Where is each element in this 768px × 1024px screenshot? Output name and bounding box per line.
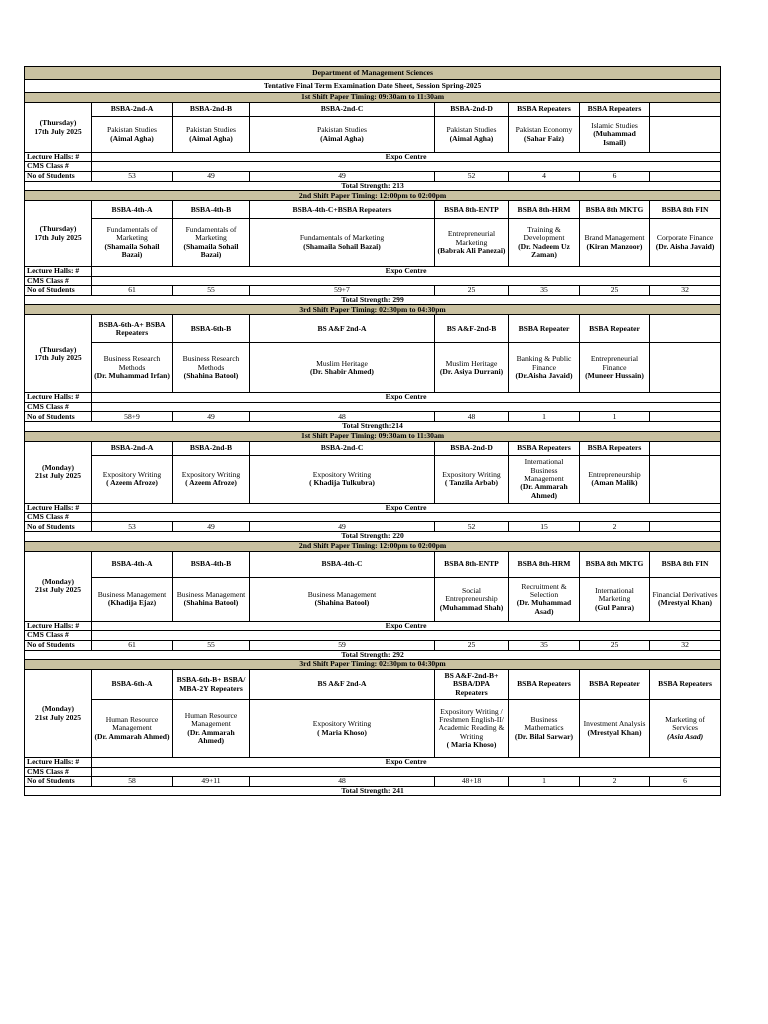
paper-cell bbox=[580, 455, 650, 503]
course-name: Expository Writing bbox=[312, 719, 372, 729]
cms-class-value bbox=[92, 513, 721, 522]
teacher-name: (Dr. Ammarah Ahmed) bbox=[187, 727, 235, 745]
teacher-name: ( Tanzila Arbab) bbox=[444, 478, 499, 488]
teacher-name: ( Maria Khoso) bbox=[446, 740, 497, 750]
paper-cell bbox=[250, 219, 435, 267]
lecture-hall-value: Expo Centre bbox=[92, 621, 721, 630]
student-count: 61 bbox=[92, 286, 173, 296]
course-name: Expository Writing bbox=[181, 469, 241, 479]
student-count: 35 bbox=[509, 640, 580, 650]
student-count: 58+9 bbox=[92, 412, 173, 422]
course-name: Business Management bbox=[307, 589, 377, 599]
student-count: 53 bbox=[92, 522, 173, 532]
exam-day: (Monday) bbox=[41, 704, 75, 714]
course-name: Entrepreneurship bbox=[588, 469, 641, 479]
exam-date: 17th July 2025 bbox=[34, 126, 82, 136]
teacher-name: (Muneer Hussain) bbox=[585, 371, 644, 381]
paper-cell bbox=[435, 700, 509, 758]
program-header: BSBA 8th-ENTP bbox=[435, 551, 509, 577]
teacher-name: (Dr. Ammarah Ahmed) bbox=[94, 731, 170, 741]
paper-cell bbox=[580, 219, 650, 267]
paper-cell bbox=[250, 700, 435, 758]
teacher-name: (Dr. Muhammad Asad) bbox=[516, 598, 572, 616]
exam-day-cell bbox=[25, 441, 92, 503]
exam-day-cell bbox=[25, 315, 92, 393]
student-count: 48 bbox=[435, 412, 509, 422]
lecture-hall-value: Expo Centre bbox=[92, 393, 721, 402]
shift-timing-bar: 2nd Shift Paper Timing: 12:00pm to 02:00pm bbox=[25, 541, 721, 551]
program-header: BSBA Repeater bbox=[509, 315, 580, 343]
lecture-halls-label: Lecture Halls: # bbox=[25, 758, 92, 767]
paper-cell bbox=[435, 577, 509, 621]
teacher-name: (Dr. Nadeem Uz Zaman) bbox=[518, 241, 570, 260]
program-header: BSBA-6th-B bbox=[173, 315, 250, 343]
lecture-halls-label: Lecture Halls: # bbox=[25, 153, 92, 162]
program-header: BSBA-2nd-B bbox=[173, 441, 250, 455]
lecture-halls-label: Lecture Halls: # bbox=[25, 393, 92, 402]
course-name: Entrepreneurial Finance bbox=[590, 354, 639, 372]
sheet-title: Tentative Final Term Examination Date Sheet, Session Spring-2025 bbox=[25, 80, 721, 93]
student-count: 59+7 bbox=[250, 286, 435, 296]
teacher-name: (Dr. Aisha Javaid) bbox=[655, 241, 715, 251]
paper-cell bbox=[435, 117, 509, 153]
program-header: BSBA-4th-C bbox=[250, 551, 435, 577]
paper-cell bbox=[92, 700, 173, 758]
student-count: 49 bbox=[250, 522, 435, 532]
total-strength: Total Strength: 213 bbox=[25, 181, 721, 190]
student-count: 25 bbox=[435, 640, 509, 650]
course-name: Financial Derivatives bbox=[652, 589, 718, 599]
course-name: Fundamentals of Marketing bbox=[106, 224, 158, 243]
teacher-name: (Mrestyal Khan) bbox=[587, 727, 642, 737]
exam-day-cell bbox=[25, 551, 92, 621]
teacher-name: (Muhammad Ismail) bbox=[593, 129, 636, 147]
course-name: Corporate Finance bbox=[656, 233, 714, 243]
teacher-name: ( Azeem Afroze) bbox=[106, 478, 158, 488]
course-name: Pakistan Studies bbox=[317, 125, 367, 135]
teacher-name: (Kiran Manzoor) bbox=[586, 241, 643, 251]
exam-day-cell bbox=[25, 201, 92, 267]
program-header: BSBA-2nd-D bbox=[435, 103, 509, 117]
program-header: BSBA-2nd-D bbox=[435, 441, 509, 455]
student-count: 52 bbox=[435, 522, 509, 532]
student-count: 49+11 bbox=[173, 776, 250, 786]
course-name: Expository Writing bbox=[312, 469, 372, 479]
paper-cell bbox=[173, 577, 250, 621]
program-header: BSBA 8th MKTG bbox=[580, 551, 650, 577]
teacher-name: (Babrak Ali Panezai) bbox=[437, 245, 506, 255]
teacher-name: ( Azeem Afroze) bbox=[185, 478, 237, 488]
program-header: BSBA-4th-A bbox=[92, 201, 173, 219]
cms-class-label: CMS Class # bbox=[25, 276, 92, 285]
total-strength: Total Strength: 299 bbox=[25, 296, 721, 305]
paper-cell bbox=[650, 219, 721, 267]
lecture-hall-value: Expo Centre bbox=[92, 503, 721, 512]
course-name: Investment Analysis bbox=[583, 719, 646, 729]
program-header bbox=[650, 103, 721, 117]
student-count: 2 bbox=[580, 522, 650, 532]
exam-day-cell bbox=[25, 670, 92, 758]
teacher-name: (Shamaila Sohail Bazai) bbox=[183, 241, 239, 260]
program-header: BSBA Repeaters bbox=[509, 441, 580, 455]
cms-class-value bbox=[92, 767, 721, 776]
program-header: BSBA 8th-ENTP bbox=[435, 201, 509, 219]
paper-cell bbox=[580, 577, 650, 621]
paper-cell bbox=[509, 700, 580, 758]
program-header: BSBA 8th-HRM bbox=[509, 201, 580, 219]
program-header bbox=[650, 441, 721, 455]
paper-cell bbox=[650, 455, 721, 503]
paper-cell bbox=[509, 455, 580, 503]
exam-date: 21st July 2025 bbox=[35, 585, 81, 595]
paper-cell bbox=[509, 577, 580, 621]
teacher-name: (Shahina Batool) bbox=[314, 598, 370, 608]
students-label: No of Students bbox=[25, 776, 92, 786]
program-header: BSBA 8th FIN bbox=[650, 551, 721, 577]
paper-cell bbox=[250, 577, 435, 621]
total-strength: Total Strength: 292 bbox=[25, 650, 721, 659]
program-header: BSBA-2nd-A bbox=[92, 103, 173, 117]
students-label: No of Students bbox=[25, 286, 92, 296]
course-name: Business Research Methods bbox=[103, 354, 161, 372]
students-label: No of Students bbox=[25, 522, 92, 532]
paper-cell bbox=[650, 577, 721, 621]
paper-cell bbox=[250, 117, 435, 153]
student-count: 53 bbox=[92, 171, 173, 181]
student-count: 49 bbox=[173, 171, 250, 181]
paper-cell bbox=[580, 700, 650, 758]
teacher-name: (Muhammad Shah) bbox=[439, 602, 504, 612]
student-count: 1 bbox=[509, 412, 580, 422]
student-count: 32 bbox=[650, 286, 721, 296]
program-header: BS A&F-2nd-B+ BSBA/DPA Repeaters bbox=[435, 670, 509, 700]
lecture-halls-label: Lecture Halls: # bbox=[25, 621, 92, 630]
exam-date: 21st July 2025 bbox=[35, 471, 81, 481]
teacher-name: (Aimal Agha) bbox=[110, 133, 154, 143]
teacher-name: (Dr. Ammarah Ahmed) bbox=[520, 482, 568, 500]
student-count: 32 bbox=[650, 640, 721, 650]
course-name: Recruitment & Selection bbox=[521, 581, 567, 599]
program-header: BS A&F 2nd-A bbox=[250, 670, 435, 700]
paper-cell bbox=[250, 455, 435, 503]
paper-cell bbox=[435, 343, 509, 393]
student-count: 25 bbox=[580, 286, 650, 296]
program-header: BSBA Repeaters bbox=[580, 103, 650, 117]
teacher-name: (Shahina Batool) bbox=[183, 598, 239, 608]
shift-timing-bar: 2nd Shift Paper Timing: 12:00pm to 02:00pm bbox=[25, 191, 721, 201]
student-count: 49 bbox=[173, 522, 250, 532]
program-header: BSBA-6th-A+ BSBA Repeaters bbox=[92, 315, 173, 343]
teacher-name: (Dr.Aisha Javaid) bbox=[515, 371, 573, 381]
course-name: Banking & Public Finance bbox=[516, 354, 572, 372]
program-header: BS A&F-2nd-B bbox=[435, 315, 509, 343]
student-count: 4 bbox=[509, 171, 580, 181]
exam-day: (Monday) bbox=[41, 462, 75, 472]
program-header: BSBA Repeaters bbox=[650, 670, 721, 700]
cms-class-label: CMS Class # bbox=[25, 631, 92, 640]
students-label: No of Students bbox=[25, 640, 92, 650]
course-name: Business Management bbox=[176, 589, 246, 599]
teacher-name: (Mrestyal Khan) bbox=[658, 598, 713, 608]
program-header: BSBA Repeaters bbox=[580, 441, 650, 455]
exam-date: 17th July 2025 bbox=[34, 352, 82, 362]
program-header: BSBA-4th-B bbox=[173, 201, 250, 219]
paper-cell bbox=[650, 343, 721, 393]
course-name: Muslim Heritage bbox=[316, 358, 368, 368]
course-name: Social Entrepreneurship bbox=[445, 585, 498, 604]
cms-class-label: CMS Class # bbox=[25, 162, 92, 171]
paper-cell bbox=[173, 343, 250, 393]
program-header: BSBA Repeater bbox=[580, 670, 650, 700]
lecture-hall-value: Expo Centre bbox=[92, 267, 721, 276]
cms-class-label: CMS Class # bbox=[25, 402, 92, 411]
total-strength: Total Strength: 220 bbox=[25, 532, 721, 541]
program-header: BSBA Repeaters bbox=[509, 103, 580, 117]
teacher-name: (Dr. Shabir Ahmed) bbox=[310, 366, 374, 376]
exam-day: (Monday) bbox=[41, 576, 75, 586]
course-name: Pakistan Studies bbox=[446, 125, 497, 135]
student-count bbox=[650, 171, 721, 181]
student-count: 49 bbox=[173, 412, 250, 422]
student-count: 35 bbox=[509, 286, 580, 296]
course-name: Brand Management bbox=[584, 233, 645, 243]
paper-cell bbox=[509, 343, 580, 393]
program-header: BSBA-2nd-A bbox=[92, 441, 173, 455]
lecture-hall-value: Expo Centre bbox=[92, 153, 721, 162]
student-count: 48+18 bbox=[435, 776, 509, 786]
teacher-name: (Shamaila Sohail Bazai) bbox=[104, 241, 160, 260]
paper-cell bbox=[92, 117, 173, 153]
course-name: Human Resource Management bbox=[105, 714, 159, 733]
cms-class-label: CMS Class # bbox=[25, 513, 92, 522]
shift-timing-bar: 3rd Shift Paper Timing: 02:30pm to 04:30pm bbox=[25, 660, 721, 670]
paper-cell bbox=[435, 219, 509, 267]
program-header: BSBA 8th-HRM bbox=[509, 551, 580, 577]
student-count bbox=[650, 522, 721, 532]
student-count: 6 bbox=[580, 171, 650, 181]
teacher-name: ( Maria Khoso) bbox=[317, 727, 367, 737]
student-count: 55 bbox=[173, 286, 250, 296]
shift-timing-bar: 3rd Shift Paper Timing: 02:30pm to 04:30pm bbox=[25, 305, 721, 315]
total-strength: Total Strength:214 bbox=[25, 422, 721, 431]
course-name: Human Resource Management bbox=[184, 710, 238, 729]
paper-cell bbox=[173, 219, 250, 267]
program-header: BSBA-4th-A bbox=[92, 551, 173, 577]
teacher-name: (Shamaila Sohail Bazai) bbox=[303, 241, 381, 251]
cms-class-value bbox=[92, 276, 721, 285]
teacher-name: (Dr. Asiya Durrani) bbox=[439, 366, 504, 376]
course-name: Muslim Heritage bbox=[445, 358, 498, 368]
program-header bbox=[650, 315, 721, 343]
course-name: Pakistan Economy bbox=[515, 125, 573, 135]
teacher-name: (Aimal Agha) bbox=[320, 133, 364, 143]
student-count: 58 bbox=[92, 776, 173, 786]
paper-cell bbox=[173, 117, 250, 153]
student-count: 52 bbox=[435, 171, 509, 181]
exam-day-cell bbox=[25, 103, 92, 153]
student-count bbox=[650, 412, 721, 422]
course-name: Business Research Methods bbox=[182, 354, 240, 372]
teacher-name: (Asia Asad) bbox=[666, 731, 704, 741]
course-name: Fundamentals of Marketing bbox=[185, 224, 237, 243]
cms-class-label: CMS Class # bbox=[25, 767, 92, 776]
course-name: Business Mathematics bbox=[524, 714, 564, 733]
student-count: 1 bbox=[580, 412, 650, 422]
exam-date: 17th July 2025 bbox=[34, 232, 82, 242]
exam-day: (Thursday) bbox=[39, 344, 77, 354]
student-count: 6 bbox=[650, 776, 721, 786]
course-name: Islamic Studies bbox=[591, 120, 638, 130]
paper-cell bbox=[435, 455, 509, 503]
total-strength: Total Strength: 241 bbox=[25, 786, 721, 795]
program-header: BSBA-2nd-C bbox=[250, 441, 435, 455]
paper-cell bbox=[509, 219, 580, 267]
paper-cell bbox=[250, 343, 435, 393]
student-count: 25 bbox=[580, 640, 650, 650]
course-name: Marketing of Services bbox=[665, 714, 705, 733]
program-header: BSBA-2nd-C bbox=[250, 103, 435, 117]
program-header: BSBA 8th MKTG bbox=[580, 201, 650, 219]
course-name: International Business Management bbox=[524, 457, 564, 483]
course-name: Expository Writing bbox=[102, 469, 162, 479]
lecture-halls-label: Lecture Halls: # bbox=[25, 503, 92, 512]
student-count: 59 bbox=[250, 640, 435, 650]
course-name: Entrepreneurial Marketing bbox=[447, 229, 496, 247]
students-label: No of Students bbox=[25, 412, 92, 422]
teacher-name: (Aman Malik) bbox=[591, 478, 638, 488]
student-count: 1 bbox=[509, 776, 580, 786]
teacher-name: (Sahar Faiz) bbox=[523, 133, 565, 143]
teacher-name: (Aimal Agha) bbox=[449, 133, 494, 143]
cms-class-value bbox=[92, 162, 721, 171]
course-name: Fundamentals of Marketing bbox=[299, 233, 385, 243]
department-title: Department of Management Sciences bbox=[25, 67, 721, 80]
students-label: No of Students bbox=[25, 171, 92, 181]
course-name: Expository Writing / Freshmen English-II/ Academic Reading & Writing bbox=[438, 706, 505, 741]
paper-cell bbox=[650, 700, 721, 758]
program-header: BSBA 8th FIN bbox=[650, 201, 721, 219]
exam-day: (Thursday) bbox=[39, 224, 77, 234]
program-header: BS A&F 2nd-A bbox=[250, 315, 435, 343]
lecture-hall-value: Expo Centre bbox=[92, 758, 721, 767]
paper-cell bbox=[173, 700, 250, 758]
program-header: BSBA Repeaters bbox=[509, 670, 580, 700]
student-count: 49 bbox=[250, 171, 435, 181]
paper-cell bbox=[92, 343, 173, 393]
teacher-name: (Dr. Muhammad Irfan) bbox=[94, 371, 170, 381]
course-name: Training & Development bbox=[523, 224, 565, 243]
shift-timing-bar: 1st Shift Paper Timing: 09:30am to 11:30am bbox=[25, 93, 721, 103]
paper-cell bbox=[509, 117, 580, 153]
cms-class-value bbox=[92, 402, 721, 411]
cms-class-value bbox=[92, 631, 721, 640]
paper-cell bbox=[173, 455, 250, 503]
paper-cell bbox=[650, 117, 721, 153]
paper-cell bbox=[92, 219, 173, 267]
course-name: Pakistan Studies bbox=[186, 125, 236, 135]
date-sheet-table bbox=[24, 66, 721, 796]
teacher-name: (Khadija Ejaz) bbox=[107, 598, 157, 608]
program-header: BSBA-4th-C+BSBA Repeaters bbox=[250, 201, 435, 219]
exam-day: (Thursday) bbox=[39, 118, 77, 128]
paper-cell bbox=[92, 577, 173, 621]
course-name: Pakistan Studies bbox=[107, 125, 157, 135]
paper-cell bbox=[92, 455, 173, 503]
course-name: Expository Writing bbox=[442, 469, 501, 479]
teacher-name: ( Khadija Tulkubra) bbox=[309, 478, 375, 488]
teacher-name: (Gul Panra) bbox=[594, 602, 635, 612]
shift-timing-bar: 1st Shift Paper Timing: 09:30am to 11:30am bbox=[25, 431, 721, 441]
student-count: 2 bbox=[580, 776, 650, 786]
program-header: BSBA-4th-B bbox=[173, 551, 250, 577]
student-count: 55 bbox=[173, 640, 250, 650]
program-header: BSBA Repeater bbox=[580, 315, 650, 343]
course-name: International Marketing bbox=[595, 585, 634, 604]
teacher-name: (Dr. Bilal Sarwar) bbox=[514, 731, 574, 741]
program-header: BSBA-2nd-B bbox=[173, 103, 250, 117]
student-count: 15 bbox=[509, 522, 580, 532]
course-name: Business Management bbox=[97, 589, 167, 599]
student-count: 25 bbox=[435, 286, 509, 296]
student-count: 48 bbox=[250, 776, 435, 786]
paper-cell bbox=[580, 343, 650, 393]
program-header: BSBA-6th-B+ BSBA/ MBA-2Y Repeaters bbox=[173, 670, 250, 700]
student-count: 48 bbox=[250, 412, 435, 422]
student-count: 61 bbox=[92, 640, 173, 650]
teacher-name: (Shahina Batool) bbox=[183, 371, 239, 381]
program-header: BSBA-6th-A bbox=[92, 670, 173, 700]
paper-cell bbox=[580, 117, 650, 153]
lecture-halls-label: Lecture Halls: # bbox=[25, 267, 92, 276]
teacher-name: (Aimal Agha) bbox=[189, 133, 233, 143]
exam-date: 21st July 2025 bbox=[35, 712, 81, 722]
